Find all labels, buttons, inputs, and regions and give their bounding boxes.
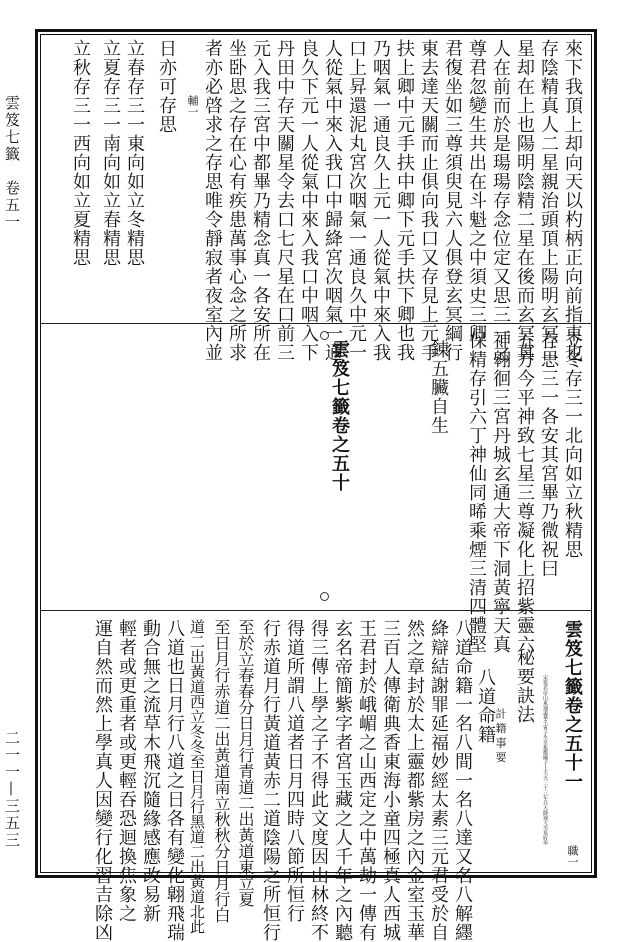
small-note: 輔一 [186, 95, 199, 117]
text-column: 者亦必啓求之存思唯令靜寂者夜室內並 [202, 39, 223, 362]
text-column: 八道命籍一名八間一名八達又名八解纆 [452, 619, 473, 942]
margin-page-number: 二一一—三五三 [3, 730, 21, 849]
text-column: 運自然而然上學真人因變行化習吉除凶 [92, 619, 113, 942]
text-column: 丹田中存天關星令去口七尺星在口前三 [274, 39, 295, 362]
text-column: 立夏存三一南向如立春精思 [100, 39, 121, 267]
text-column: 五方今平神致七星三尊凝化上招紫靈六 [514, 331, 535, 654]
text-column: 王君封於峨嵋之山西定之中萬劫一傳有 [356, 619, 377, 942]
text-column: 然之章封於太上靈都紫房之內金室玉華 [404, 619, 425, 942]
margin-book-title: 雲笈七籤 卷五一 [3, 95, 21, 231]
text-column: 存陰精真人二星親治頭頂上陽明玄冥二 [538, 39, 559, 362]
text-column: 君復坐如三尊須臾見六人俱登玄冥綱行 [442, 39, 463, 362]
section-subnote: 計 籍 事 要 [494, 708, 507, 763]
text-column: 保精存引六丁神仙同晞乘煙三清四體堅 [466, 331, 487, 654]
text-column: 絳辯結謝罪延福妙經太素三元君受於自 [428, 619, 449, 942]
text-column: 行赤道月行黃道黃赤二道陰陽之所恒行 [260, 619, 281, 942]
text-column: 人在前而於是瑒瑒存念位定又思三一之 [490, 39, 511, 362]
text-column: 元入我三宮中都畢乃精念真一各安所在 [250, 39, 271, 362]
text-column: 日亦可存思 [156, 39, 177, 134]
text-column: 存思三一各安其宮畢乃微祝曰 [538, 331, 559, 578]
text-column: 至於立春春分日月行青道二出黃道東立夏 [236, 619, 255, 907]
text-column: 星却在上也陽明陰精二星在後而玄冥真 [514, 39, 535, 362]
text-column: 道二出黃道西立冬冬至日月行黑道二出黃道北此 [188, 619, 206, 934]
closing-title: 雲笈七籤卷之五十 [329, 340, 350, 492]
chapter-title: 雲笈七籤卷之五十一 [562, 620, 583, 791]
text-column: 扶上卿中元手扶中卿下元手扶下卿也我 [394, 39, 415, 362]
text-column: 良久下元一人從氣中來入我口中咽入下 [298, 39, 319, 362]
text-column: 神翱徊三宮丹城玄通大帝下洞黃寧天真 [490, 331, 511, 654]
text-column: 得三傳上學之子不得此文度因山林終不 [308, 619, 329, 942]
text-column: 人從氣中來入我口中歸絳宮次咽氣一通 [322, 39, 343, 362]
text-column: 立秋存三一西向如立夏精思 [70, 39, 91, 267]
chapter-label: 職一 [566, 845, 579, 867]
text-column: 乃咽氣一通良久上元一人從氣中來入我 [370, 39, 391, 362]
text-column: 玄名帝簡紫字者宮玉藏之人千年之內聽 [332, 619, 353, 942]
text-column: 來下我頂上却向天以杓柄正向前指東也 [562, 39, 583, 362]
text-column: 尊君忽變生共出在斗魁之中須史三卿 [466, 39, 487, 343]
text-column: 立春存三一東向如立冬精思 [124, 39, 145, 267]
text-column: 口上昇還泥丸宮次咽氣一通良久中元一 [346, 39, 367, 362]
text-column: 坐卧思之存在心有疾患萬事心念之所求 [226, 39, 247, 362]
text-column: 立冬存三一北向如立秋精思 [562, 331, 583, 559]
text-column: 得道所謂八道者日月四時八節所恒行 [284, 619, 305, 923]
ring-mark-lower [320, 592, 329, 601]
text-column: 動合無之流草木飛沉隨緣感應改易新 [140, 619, 161, 923]
text-column: 錬五臟自生 [428, 340, 449, 435]
text-column: 輕者或更重者或更輕吞恐迴換焦象之 [116, 619, 137, 923]
text-column: 東去達天關而止俱向我口又存見上元手 [418, 39, 439, 362]
text-column: 八道也日月行八道之日各有變化翺飛瑞 [164, 619, 185, 942]
text-column: 至日月行赤道二出黃道南立秋秋分日月行白 [212, 619, 231, 923]
text-column: 三百人傳衛典香東海小童四極真人西城 [380, 619, 401, 942]
editor-note: 宋張君房山東通道華壬寅子冬至集鄭國子上大夫三十三年兵天師通大丞泉府奉 [542, 675, 548, 845]
section-heading: 秘要訣法 [514, 648, 535, 724]
subheading: 八道命籍 [475, 668, 496, 744]
